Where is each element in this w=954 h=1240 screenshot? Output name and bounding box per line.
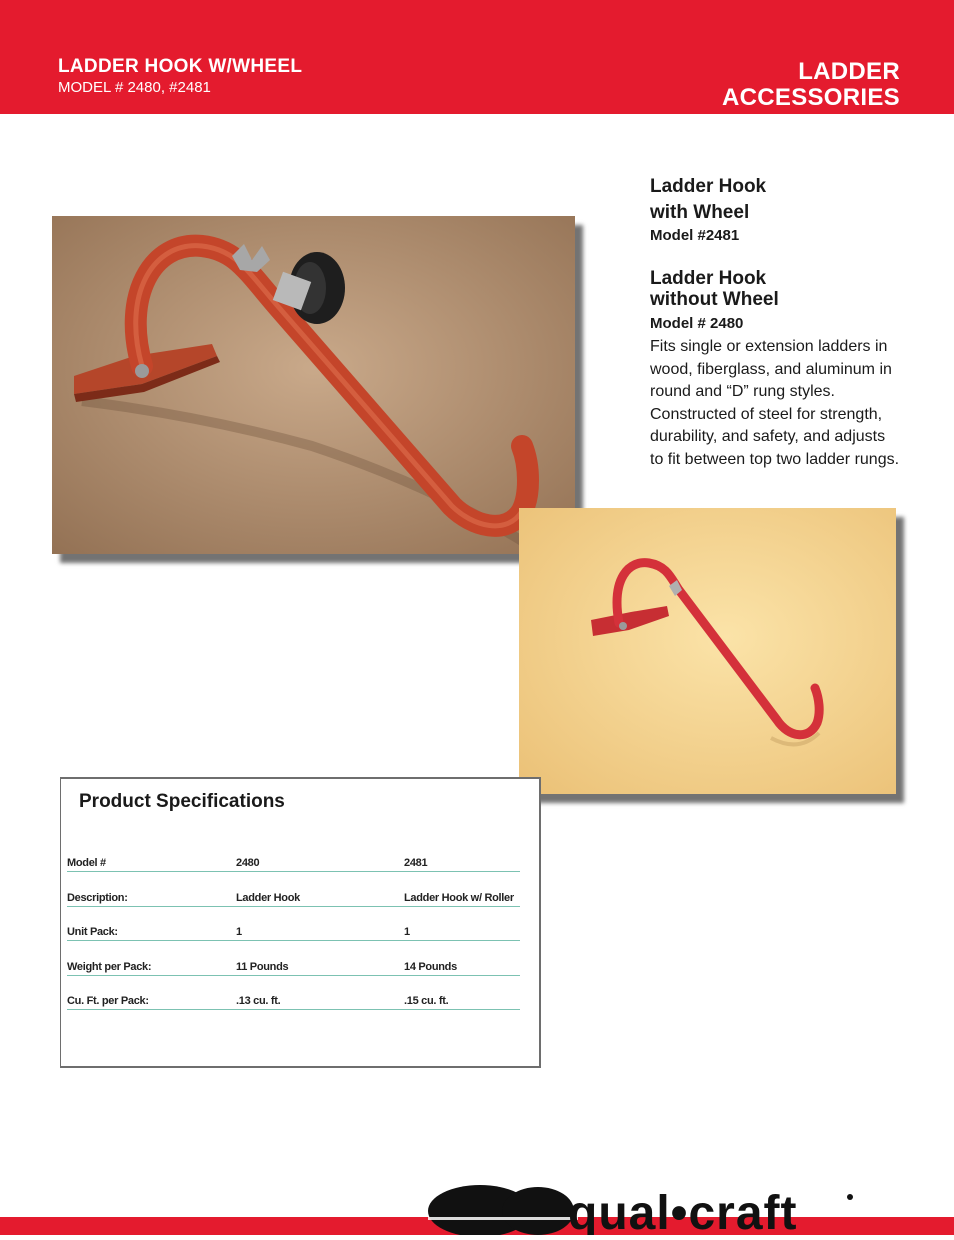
specs-table bbox=[67, 849, 520, 1010]
table-row bbox=[67, 907, 520, 942]
category-line-2: ACCESSORIES bbox=[721, 84, 900, 111]
spec-value-2481: .15 cu. ft. bbox=[404, 995, 449, 1008]
product-info-no-wheel bbox=[650, 268, 910, 471]
spec-value-2481: 1 bbox=[404, 926, 410, 939]
spec-value-2480: 11 Pounds bbox=[236, 960, 289, 973]
spec-label: Weight per Pack: bbox=[67, 960, 152, 973]
spec-label: Model # bbox=[67, 857, 106, 869]
product-model: Model #2481 bbox=[650, 227, 740, 244]
table-row bbox=[67, 872, 520, 907]
spec-value-2480: Ladder Hook bbox=[236, 891, 300, 904]
product-model-numbers: MODEL # 2480, #2481 bbox=[58, 79, 211, 96]
product-model: Model # 2480 bbox=[650, 315, 744, 332]
spec-label: Cu. Ft. per Pack: bbox=[67, 995, 149, 1008]
spec-label: Unit Pack: bbox=[67, 926, 118, 939]
table-row bbox=[67, 849, 520, 872]
header-banner bbox=[0, 0, 954, 114]
product-description: Fits single or extension ladders in wood, fiberglass, and aluminum in round and “D” rung styles. Constructed of steel for strength, durability, and safety, and adjusts to fit between top two ladder rungs. bbox=[650, 338, 900, 468]
product-name-line1: Ladder Hook bbox=[650, 176, 767, 197]
spec-value-2480: 1 bbox=[236, 926, 242, 939]
product-info-wheel bbox=[650, 174, 910, 246]
spec-value-2481: 2481 bbox=[404, 857, 428, 869]
table-row bbox=[67, 941, 520, 976]
spec-value-2480: 2480 bbox=[236, 857, 260, 869]
specs-title: Product Specifications bbox=[79, 791, 285, 812]
spec-value-2480: .13 cu. ft. bbox=[236, 995, 281, 1008]
product-title: LADDER HOOK W/WHEEL bbox=[58, 56, 303, 77]
product-name-line2: without Wheel bbox=[650, 289, 779, 310]
product-name-line2: with Wheel bbox=[650, 202, 750, 223]
product-specifications-panel bbox=[60, 777, 541, 1068]
category-line-1: LADDER bbox=[798, 58, 900, 85]
table-row bbox=[67, 976, 520, 1011]
spec-value-2481: 14 Pounds bbox=[404, 960, 457, 973]
photo-ladder-hook-without-wheel bbox=[519, 508, 896, 794]
product-name-line1: Ladder Hook bbox=[650, 268, 767, 289]
spec-value-2481: Ladder Hook w/ Roller bbox=[404, 891, 514, 904]
category-heading bbox=[722, 59, 900, 111]
svg-text:qual•craft: qual•craft bbox=[568, 1187, 798, 1235]
spec-label: Description: bbox=[67, 891, 128, 904]
photo-ladder-hook-with-wheel bbox=[52, 216, 575, 554]
qualcraft-logo bbox=[428, 1173, 858, 1235]
